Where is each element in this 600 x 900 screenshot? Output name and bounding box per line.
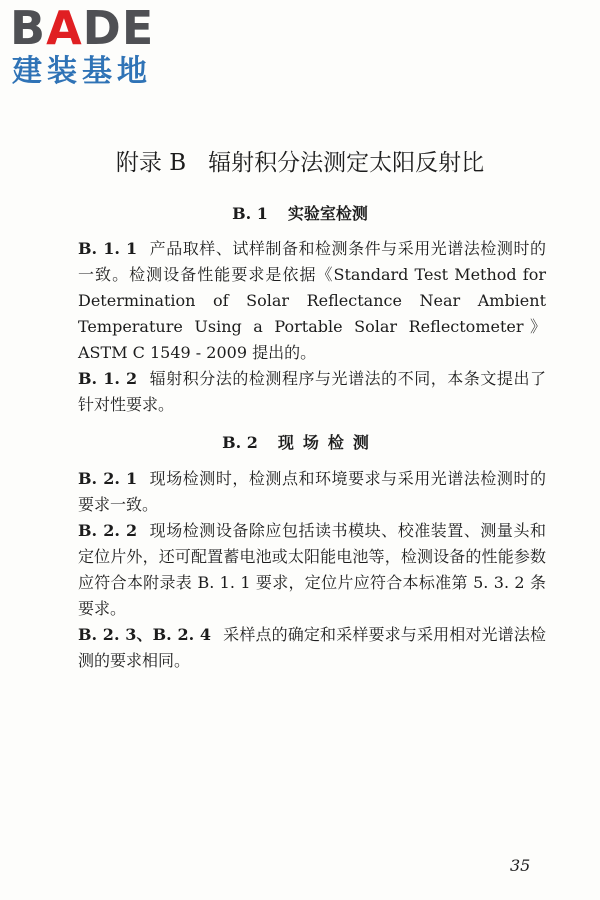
clause-number: B. 1. 2 <box>78 369 138 388</box>
clause-text: 产品取样、试样制备和检测条件与采用光谱法检测时的一致。检测设备性能要求是依据《Standard Test Method for Determination of Solar Reflectance Near Ambient Temperature Using a Portable Solar Reflectometer》ASTM C 1549 - 2009 提出的。 <box>78 239 546 362</box>
clause-text: 现场检测时，检测点和环境要求与采用光谱法检测时的要求一致。 <box>78 469 546 514</box>
clause-number: B. 2. 3、B. 2. 4 <box>78 625 212 644</box>
clause-number: B. 2. 2 <box>78 521 138 540</box>
logo-letters-de: DE <box>82 1 155 55</box>
clause-b-1-2 <box>78 366 546 418</box>
clause-b-2-2 <box>78 518 546 622</box>
clause-text: 采样点的确定和采样要求与采用相对光谱法检测的要求相同。 <box>78 625 546 670</box>
logo-subtitle: 建装基地 <box>12 54 152 89</box>
logo-letter-b: B <box>10 1 47 55</box>
clause-number: B. 2. 1 <box>78 469 138 488</box>
clause-number: B. 1. 1 <box>78 239 138 258</box>
appendix-heading: 辐射积分法测定太阳反射比 <box>208 150 485 176</box>
logo-letter-a-accent: A <box>46 1 83 55</box>
section-heading-b2 <box>0 432 600 454</box>
appendix-title <box>0 148 600 178</box>
section-heading-b1 <box>0 203 600 225</box>
section-name: 实验室检测 <box>287 204 368 223</box>
page-number: 35 <box>510 856 531 875</box>
section-name: 现场检测 <box>277 433 378 452</box>
logo-wordmark <box>10 2 154 54</box>
clause-b-2-1 <box>78 466 546 518</box>
clause-b-1-1 <box>78 236 546 366</box>
clause-text: 辐射积分法的检测程序与光谱法的不同，本条文提出了针对性要求。 <box>78 369 546 414</box>
section-number: B. 1 <box>232 204 268 223</box>
appendix-label: 附录 B <box>115 150 187 176</box>
section-number: B. 2 <box>222 433 258 452</box>
clause-b-2-3-b-2-4 <box>78 622 546 674</box>
clause-text: 现场检测设备除应包括读书模块、校准装置、测量头和定位片外，还可配置蓄电池或太阳能电池等，检测设备的性能参数应符合本附录表 B. 1. 1 要求，定位片应符合本标准第 5. 3. 2 条要求。 <box>78 521 546 618</box>
bade-logo <box>10 2 175 92</box>
